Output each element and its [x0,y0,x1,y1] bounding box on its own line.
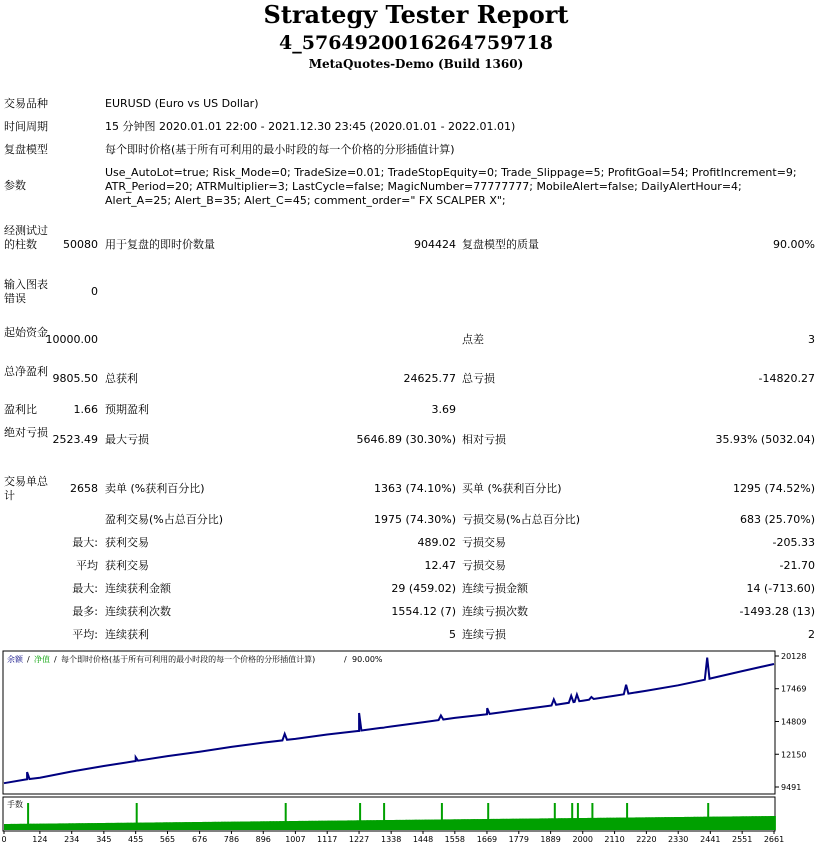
largest-profit-label: 获利交易 [105,536,149,549]
y-tick-label: 12150 [781,750,807,760]
errors-label: 输入图表错误 [4,278,48,305]
rel-drawdown-label: 相对亏损 [462,433,506,446]
abs-drawdown-label: 绝对亏损 [4,426,48,439]
errors-value: 0 [91,285,98,298]
x-tick-label: 2551 [731,835,753,844]
x-tick-label: 2000 [572,835,593,844]
largest-label: 最大: [72,536,98,549]
balance-chart [2,650,822,843]
long-positions-label: 买单 (%获利百分比) [462,482,562,495]
most-cons-profit-value: 1554.12 (7) [391,605,456,618]
y-tick-label: 20128 [781,652,807,661]
x-tick-label: 1227 [348,835,370,844]
x-tick-label: 786 [223,835,240,844]
x-tick-label: 896 [255,835,271,844]
average-profit-value: 12.47 [424,559,456,572]
x-tick-label: 1007 [285,835,306,844]
max-cons-label: 最大: [72,582,98,595]
quality-value: 90.00% [773,238,815,251]
y-tick-label: 17469 [781,684,807,694]
profit-factor-value: 1.66 [73,403,98,416]
spread-value: 3 [808,333,815,346]
x-tick-label: 1448 [412,835,434,844]
volume-spike [554,803,556,830]
volume-spike [285,803,287,830]
x-tick-label: 1669 [476,835,498,844]
largest-loss-value: -205.33 [772,536,815,549]
total-trades-value: 2658 [70,482,98,495]
ticks-value: 904424 [414,238,456,251]
average-loss-label: 亏损交易 [462,559,506,572]
x-tick-label: 2441 [700,835,721,844]
bars-label: 经测试过的柱数 [4,224,48,251]
volume-spike [27,803,29,830]
report-title: Strategy Tester Report [263,0,569,29]
max-drawdown-value: 5646.89 (30.30%) [356,433,456,446]
volume-label: 手数 [7,800,23,809]
spread-label: 点差 [462,333,484,346]
balance-chart-svg [2,650,822,843]
symbol-value: EURUSD (Euro vs US Dollar) [105,97,259,110]
x-tick-label: 1779 [508,835,529,844]
x-tick-label: 1558 [444,835,466,844]
max-cons-wins-value: 29 (459.02) [391,582,456,595]
legend-sep-2: / [54,655,57,664]
max-drawdown-label: 最大亏损 [105,433,149,446]
avg-cons-losses-value: 2 [808,628,815,641]
volume-spike [383,803,385,830]
most-cons-label: 最多: [72,605,98,618]
x-tick-label: 2110 [604,835,625,844]
volume-spike [136,803,138,830]
max-cons-losses-label: 连续亏损金额 [462,582,528,595]
x-tick-label: 1338 [380,835,402,844]
x-tick-label: 234 [64,835,80,844]
average-profit-label: 获利交易 [105,559,149,572]
avg-cons-label: 平均: [72,628,98,641]
ticks-label: 用于复盘的即时价数量 [105,238,215,251]
net-profit-label: 总净盈利 [4,365,48,378]
volume-spike [626,803,628,830]
quality-label: 复盘模型的质量 [462,238,539,251]
long-positions-value: 1295 (74.52%) [732,482,815,495]
largest-profit-value: 489.02 [417,536,456,549]
most-cons-profit-label: 连续获利次数 [105,605,171,618]
abs-drawdown-value: 2523.49 [52,433,98,446]
x-tick-label: 565 [159,835,176,844]
x-tick-label: 1889 [540,835,561,844]
legend-sep-3: / [344,655,347,664]
largest-loss-label: 亏损交易 [462,536,506,549]
bars-value: 50080 [63,238,98,251]
payoff-value: 3.69 [431,403,456,416]
x-tick-label: 2330 [668,835,689,844]
legend-quality: 90.00% [352,655,383,664]
avg-cons-losses-label: 连续亏损 [462,628,506,641]
volume-spike [571,803,573,830]
loss-trades-value: 683 (25.70%) [739,513,815,526]
report-build: MetaQuotes-Demo (Build 1360) [308,57,524,71]
profit-trades-value: 1975 (74.30%) [373,513,456,526]
x-tick-label: 455 [128,835,144,844]
average-loss-value: -21.70 [779,559,815,572]
rel-drawdown-value: 35.93% (5032.04) [715,433,815,446]
x-tick-label: 124 [32,835,48,844]
volume-spike [707,803,709,830]
average-label: 平均 [76,559,98,572]
most-cons-loss-value: -1493.28 (13) [739,605,815,618]
profit-trades-label: 盈利交易(%占总百分比) [105,513,224,526]
x-tick-label: 2661 [763,835,785,844]
gross-profit-label: 总获利 [105,372,138,385]
payoff-label: 预期盈利 [105,403,149,416]
volume-spike [441,803,443,830]
symbol-label: 交易品种 [4,97,48,110]
volume-bar [774,816,776,830]
report-subtitle: 4_5764920016264759718 [279,32,553,54]
avg-cons-wins-value: 5 [449,628,456,641]
x-tick-label: 2220 [636,835,657,844]
model-label: 复盘模型 [4,143,48,156]
legend-balance: 余额 [7,655,23,664]
most-cons-loss-label: 连续亏损次数 [462,605,528,618]
total-trades-label: 交易单总计 [4,475,48,502]
avg-cons-wins-label: 连续获利 [105,628,149,641]
volume-spike [487,803,489,830]
volume-spike [591,803,593,830]
legend-sep-1: / [27,655,30,664]
y-tick-label: 14809 [781,717,807,727]
loss-trades-label: 亏损交易(%占总百分比) [462,513,581,526]
params-label: 参数 [4,179,26,192]
profit-factor-label: 盈利比 [4,403,37,416]
max-cons-wins-label: 连续获利金额 [105,582,171,595]
gross-loss-value: -14820.27 [758,372,815,385]
short-positions-value: 1363 (74.10%) [373,482,456,495]
volume-spike [359,803,361,830]
legend-equity: 净值 [34,655,50,664]
main-plot-frame [3,651,775,794]
period-value: 15 分钟图 2020.01.01 22:00 - 2021.12.30 23:45 (2020.01.01 - 2022.01.01) [105,120,516,133]
x-tick-label: 345 [96,835,112,844]
gross-profit-value: 24625.77 [403,372,456,385]
deposit-value: 10000.00 [45,333,98,346]
period-label: 时间周期 [4,120,48,133]
params-value: Use_AutoLot=true; Risk_Mode=0; TradeSize=0.01; TradeStopEquity=0; Trade_Slippage=5; ProfitGoal=54; ProfitIncrement=9; ATR_Period=20; ATRMultiplier=3; LastCycle=false; MagicNumber=77777777; MobileAlert=false; DailyAlertHour=4; Alert_A=25; Alert_B=35; Alert_C=45; comment_order=" FX SCALPER X"; [105,166,797,207]
x-tick-label: 0 [1,835,7,844]
gross-loss-label: 总亏损 [462,372,495,385]
legend-model: 每个即时价格(基于所有可利用的最小时段的每一个价格的分形插值计算) [61,655,316,664]
deposit-label: 起始资金 [4,326,48,339]
x-tick-label: 676 [191,835,208,844]
model-value: 每个即时价格(基于所有可利用的最小时段的每一个价格的分形插值计算) [105,143,455,156]
max-cons-losses-value: 14 (-713.60) [746,582,815,595]
y-tick-label: 9491 [781,783,802,792]
short-positions-label: 卖单 (%获利百分比) [105,482,205,495]
volume-spike [577,803,579,830]
net-profit-value: 9805.50 [52,372,98,385]
x-tick-label: 1117 [317,835,338,844]
